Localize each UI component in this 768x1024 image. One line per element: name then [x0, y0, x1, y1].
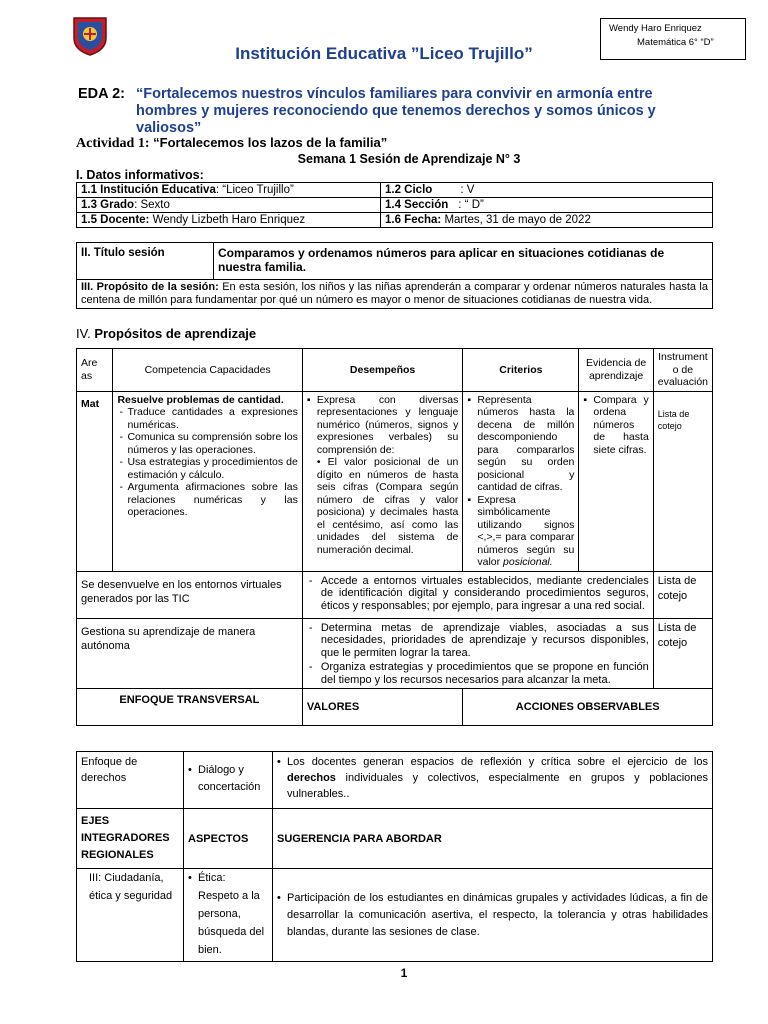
- list-item: ▪ Compara y ordena números de hasta siete cifras.: [583, 394, 648, 457]
- sugerencia-cell: • Participación de los estudiantes en dinámicas grupales y actividades lúdicas, a fin de desarrollar la comunicación asertiva, el respecto, la tolerancia y otras habilidades blandas, durante las sesiones de clase.: [273, 869, 713, 962]
- ejes-cell: III: Ciudadanía, ética y seguridad: [77, 869, 184, 962]
- list-item: ▪ Expresa con diversas representaciones y lenguaje numérico (números, signos y expresiones verbales) su comprensión de: • El valor posicional de un dígito en números de hasta seis cifras (Compara según número de cifras y valor posiciona) y decimales hasta el centésimo, así como las unidades del sistema de numeración decimal.: [307, 394, 459, 557]
- table-row: [77, 243, 713, 280]
- table-row: [77, 689, 713, 726]
- list-item: - Argumenta afirmaciones sobre las relaciones numéricas y las operaciones.: [117, 481, 297, 519]
- eda-label: EDA 2:: [78, 86, 125, 102]
- table-row: [77, 280, 713, 309]
- area-cell: Mat: [77, 391, 113, 571]
- table-cell: 1.2 Ciclo : V: [381, 183, 713, 198]
- acciones-header: ACCIONES OBSERVABLES: [463, 689, 713, 726]
- table-row: [77, 809, 713, 869]
- list-item: ▪ Representa números hasta la decena de millón descomponiendo para compararlos según su orden posicional y cantidad de cifras.: [467, 394, 574, 494]
- enfoque-header: ENFOQUE TRANSVERSAL: [77, 689, 303, 726]
- autonomo-instrumento: Lista de cotejo: [653, 618, 712, 689]
- aspectos-header: ASPECTOS: [184, 809, 273, 869]
- table-cell: 1.6 Fecha: Martes, 31 de mayo de 2022: [381, 213, 713, 228]
- list-item: - Traduce cantidades a expresiones numéricas.: [117, 406, 297, 431]
- titulo-value: Comparamos y ordenamos números para aplicar en situaciones cotidianas de nuestra familia.: [214, 243, 713, 280]
- competencia-cell: Resuelve problemas de cantidad. - Traduce cantidades a expresiones numéricas. - Comunica su comprensión sobre los números y las operaciones. - Usa estrategias y procedimientos de estimación y cálculo. - Argumenta afirmaciones sobre las relaciones numéricas y las operaciones.: [113, 391, 302, 571]
- table-row: [77, 183, 713, 198]
- table-row: [77, 391, 713, 571]
- activity-label: Actividad 1:: [76, 136, 150, 151]
- teacher-name: Wendy Haro Enriquez: [609, 23, 702, 34]
- eda-heading: [78, 86, 718, 137]
- valores-cell: • Diálogo y concertación: [184, 752, 273, 809]
- table-row: [77, 571, 713, 618]
- instrumento-cell: Lista de cotejo: [653, 391, 712, 571]
- ejes-header: EJES INTEGRADORES REGIONALES: [77, 809, 184, 869]
- activity-heading: [76, 135, 387, 152]
- enfoque-cell: Enfoque de derechos: [77, 752, 184, 809]
- table-cell: 1.3 Grado: Sexto: [77, 198, 381, 213]
- titulo-proposito-table: [76, 242, 713, 309]
- sugerencia-header: SUGERENCIA PARA ABORDAR: [273, 809, 713, 869]
- subject-grade: Matemática 6° “D”: [637, 37, 714, 48]
- header-criterios: Criterios: [463, 349, 579, 392]
- table-row: [77, 869, 713, 962]
- aspectos-cell: • Ética: Respeto a la persona, búsqueda del bien.: [184, 869, 273, 962]
- header-competencia: Competencia Capacidades: [113, 349, 302, 392]
- table-header-row: [77, 349, 713, 392]
- table-row: [77, 752, 713, 809]
- header-instrumento: Instrument o de evaluación: [653, 349, 712, 392]
- table-cell: 1.1 Institución Educativa: “Liceo Trujillo”: [77, 183, 381, 198]
- list-item: - Usa estrategias y procedimientos de estimación y cálculo.: [117, 456, 297, 481]
- tic-instrumento: Lista de cotejo: [653, 571, 712, 618]
- activity-text: “Fortalecemos los lazos de la familia”: [153, 135, 388, 150]
- propositos-table: [76, 348, 713, 726]
- acciones-cell: • Los docentes generan espacios de reflexión y crítica sobre el ejercicio de los derechos individuales y colectivos, especialmente en grupos y poblaciones vulnerables..: [273, 752, 713, 809]
- header-desempenos: Desempeños: [302, 349, 463, 392]
- list-item: ▪ Expresa simbólicamente utilizando signos <,>,= para comparar números según su valor posicional.: [467, 494, 574, 569]
- tic-competencia: Se desenvuelve en los entornos virtuales generados por las TIC: [77, 571, 303, 618]
- page-number: 1: [400, 966, 408, 980]
- desempeno-cell: [302, 391, 463, 571]
- datos-table: [76, 182, 713, 228]
- criterios-cell: [463, 391, 579, 571]
- evidencia-cell: [579, 391, 653, 571]
- institution-title: Institución Educativa ”Liceo Trujillo”: [235, 44, 533, 63]
- table-cell: 1.4 Sección : “ D”: [381, 198, 713, 213]
- valores-header: VALORES: [302, 689, 463, 726]
- autonomo-competencia: Gestiona su aprendizaje de manera autónoma: [77, 618, 303, 689]
- eda-text: “Fortalecemos nuestros vínculos familiares para convivir en armonía entre hombres y mujeres reconociendo que tenemos derechos y somos únicos y valiosos”: [136, 86, 656, 136]
- tic-descripcion: - Accede a entornos virtuales establecidos, mediante credenciales de identificación digital y considerando procedimientos seguros, éticos y responsables; por ejemplo, para ingresar a una red social.: [302, 571, 653, 618]
- propositos-heading: IV. Propósitos de aprendizaje: [76, 326, 257, 341]
- proposito-cell: III. Propósito de la sesión: En esta sesión, los niños y las niñas aprenderán a comparar y ordenar números naturales hasta la centena de millón para fundamentar por qué un número es mayor o menor de situaciones cotidianas de nuestra vida.: [77, 280, 713, 309]
- autonomo-descripcion: - Determina metas de aprendizaje viables, asociadas a sus necesidades, prioridades de aprendizaje y recursos disponibles, que le permiten lograr la tarea. - Organiza estrategias y procedimientos que se propone en función del tiempo y los recursos necesarios para alcanzar la meta.: [302, 618, 653, 689]
- header-area: Are as: [77, 349, 113, 392]
- table-row: [77, 198, 713, 213]
- enfoque-table: [76, 751, 713, 962]
- list-item: - Comunica su comprensión sobre los números y las operaciones.: [117, 431, 297, 456]
- table-row: [77, 213, 713, 228]
- titulo-label: II. Título sesión: [77, 243, 214, 280]
- datos-heading: I. Datos informativos:: [76, 168, 204, 182]
- header-evidencia: Evidencia de aprendizaje: [579, 349, 653, 392]
- table-cell: 1.5 Docente: Wendy Lizbeth Haro Enriquez: [77, 213, 381, 228]
- session-heading: Semana 1 Sesión de Aprendizaje N° 3: [297, 152, 521, 166]
- table-row: [77, 618, 713, 689]
